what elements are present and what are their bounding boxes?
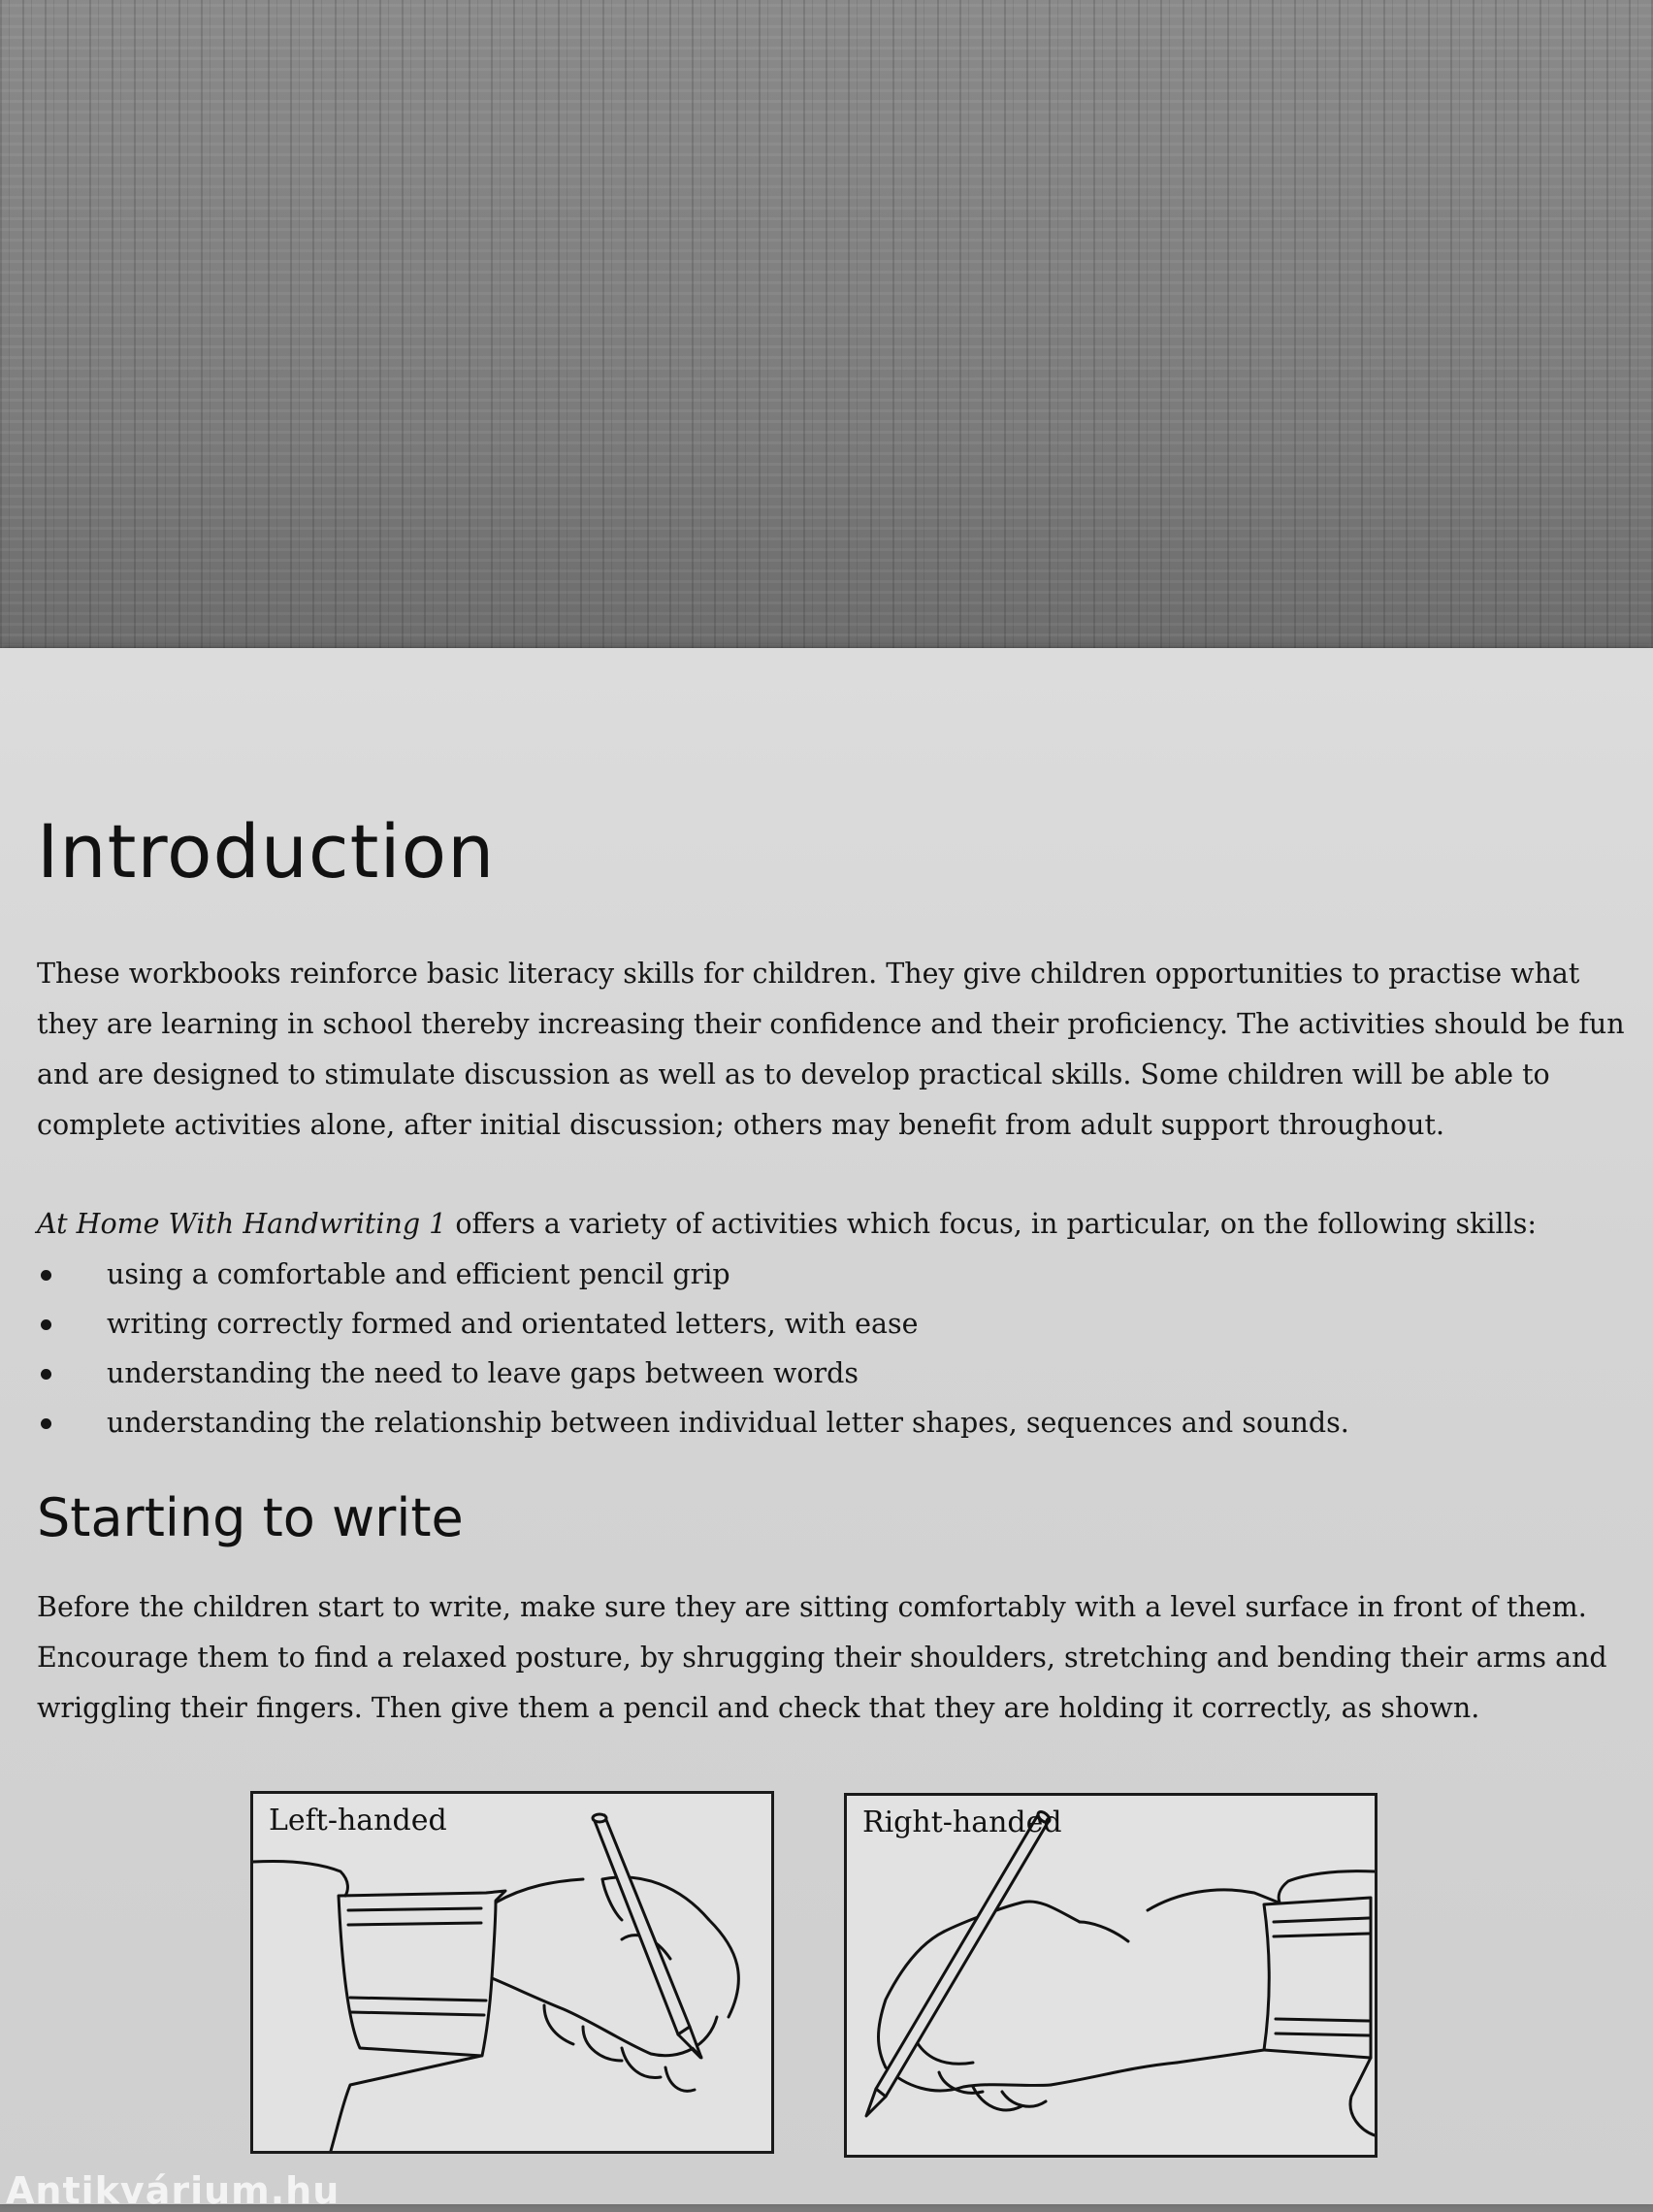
- bullet-icon: [41, 1319, 51, 1330]
- skills-list: [37, 1250, 1589, 1448]
- list-item-text: writing correctly formed and orientated letters, with ease: [107, 1308, 919, 1340]
- list-item: [37, 1398, 1589, 1448]
- left-handed-figure: [250, 1791, 774, 2154]
- intro-paragraph: These workbooks reinforce basic literacy skills for children. They give children opportunities to practise what they are learning in school thereby increasing their confidence and their proficiency. The activities should be fun and are designed to stimulate discussion as well as to develop practical skills. Some children will be able to complete activities alone, after initial discussion; others may benefit from adult support throughout.: [37, 958, 1625, 1141]
- figure-label-right: Right-handed: [862, 1805, 1062, 1839]
- bullet-icon: [41, 1270, 51, 1281]
- list-item: [37, 1250, 1589, 1299]
- list-item-text: understanding the relationship between individual letter shapes, sequences and sounds.: [107, 1407, 1349, 1439]
- section-heading: Starting to write: [37, 1487, 464, 1548]
- starting-paragraph: Before the children start to write, make sure they are sitting comfortably with a level surface in front of them. Encourage them to find a relaxed posture, by shrugging their shoulders, stretching and bending their arms and wriggling their fingers. Then give them a pencil and check that they are holding it correctly, as shown.: [37, 1591, 1607, 1724]
- watermark: Antikvárium.hu: [6, 2169, 340, 2212]
- left-hand-pencil-illustration: [253, 1794, 771, 2151]
- bullet-icon: [41, 1418, 51, 1429]
- list-item-text: using a comfortable and efficient pencil grip: [107, 1258, 730, 1290]
- list-item-text: understanding the need to leave gaps between words: [107, 1357, 859, 1389]
- bullet-icon: [41, 1369, 51, 1380]
- figure-label-left: Left-handed: [269, 1804, 447, 1838]
- skills-intro: [37, 1199, 1628, 1250]
- skills-intro-text: offers a variety of activities which focus, in particular, on the following skills:: [446, 1208, 1537, 1240]
- book-title: At Home With Handwriting 1: [37, 1208, 447, 1240]
- right-hand-pencil-illustration: [847, 1796, 1375, 2155]
- list-item: [37, 1299, 1589, 1349]
- right-handed-figure: [844, 1793, 1378, 2158]
- page-title: Introduction: [37, 808, 496, 895]
- list-item: [37, 1349, 1589, 1398]
- desk-surface: [0, 0, 1653, 679]
